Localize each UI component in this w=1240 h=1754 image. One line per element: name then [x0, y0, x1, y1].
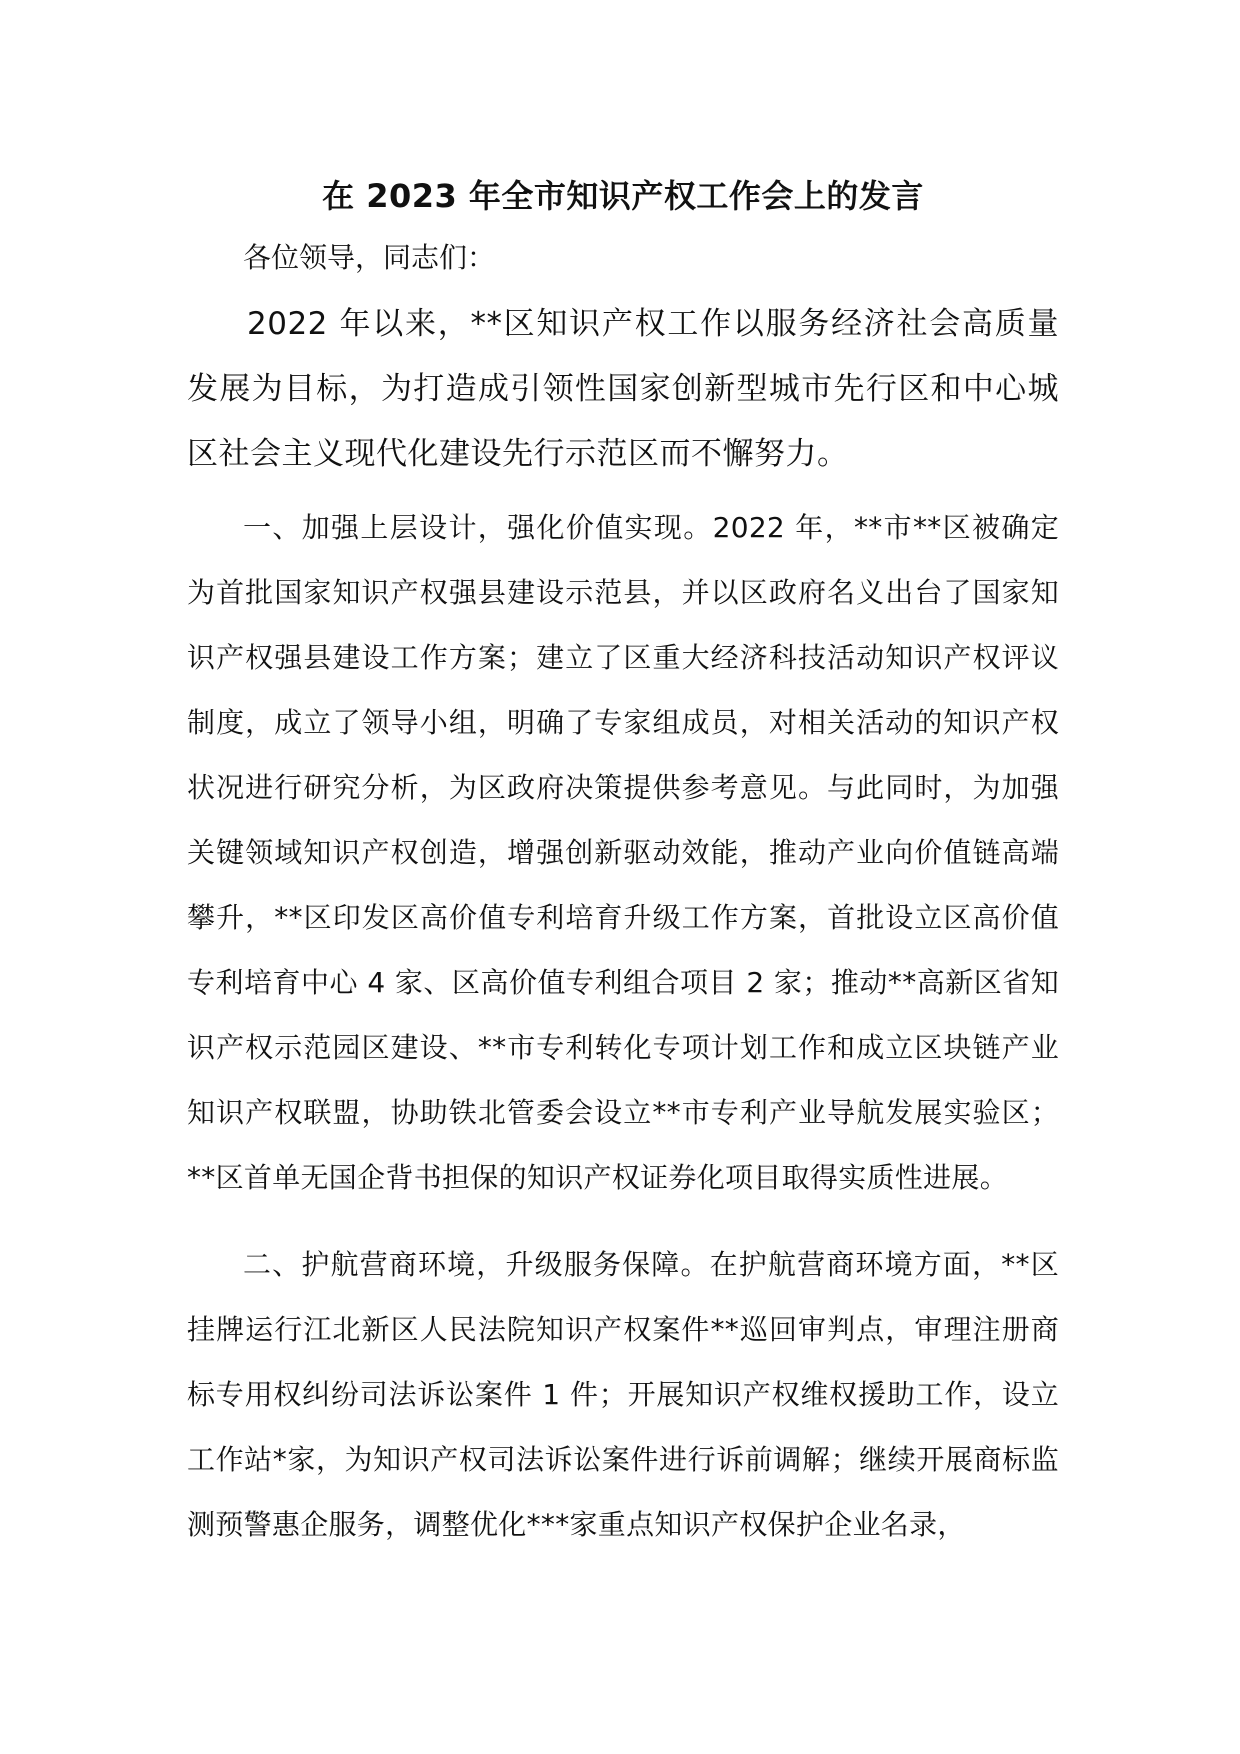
salutation: 各位领导，同志们： [243, 241, 496, 274]
document-title: 在 2023 年全市知识产权工作会上的发言 [322, 177, 924, 215]
document-body [187, 170, 1059, 1557]
paragraph-section-two: 二、护航营商环境，升级服务保障。在护航营商环境方面，**区挂牌运行江北新区人民法院知识产权案件**巡回审判点，审理注册商标专用权纠纷司法诉讼案件 1 件；开展知识产权维权援助工作，设立工作站*家，为知识产权司法诉讼案件进行诉前调解；继续开展商标监测预警惠企服务，调整优化***家重点知识产权保护企业名录， [187, 1248, 1059, 1541]
paragraph-section-one: 一、加强上层设计，强化价值实现。2022 年，**市**区被确定为首批国家知识产权强县建设示范县，并以区政府名义出台了国家知识产权强县建设工作方案；建立了区重大经济科技活动知识产权评议制度，成立了领导小组，明确了专家组成员，对相关活动的知识产权状况进行研究分析，为区政府决策提供参考意见。与此同时，为加强关键领域知识产权创造，增强创新驱动效能，推动产业向价值链高端攀升，**区印发区高价值专利培育升级工作方案，首批设立区高价值专利培育中心 4 家、区高价值专利组合项目 2 家；推动**高新区省知识产权示范园区建设、**市专利转化专项计划工作和成立区块链产业知识产权联盟，协助铁北管委会设立**市专利产业导航发展实验区；**区首单无国企背书担保的知识产权证券化项目取得实质性进展。 [187, 511, 1059, 1194]
paragraph-intro: 2022 年以来，**区知识产权工作以服务经济社会高质量发展为目标，为打造成引领性国家创新型城市先行区和中心城区社会主义现代化建设先行示范区而不懈努力。 [187, 306, 1059, 472]
